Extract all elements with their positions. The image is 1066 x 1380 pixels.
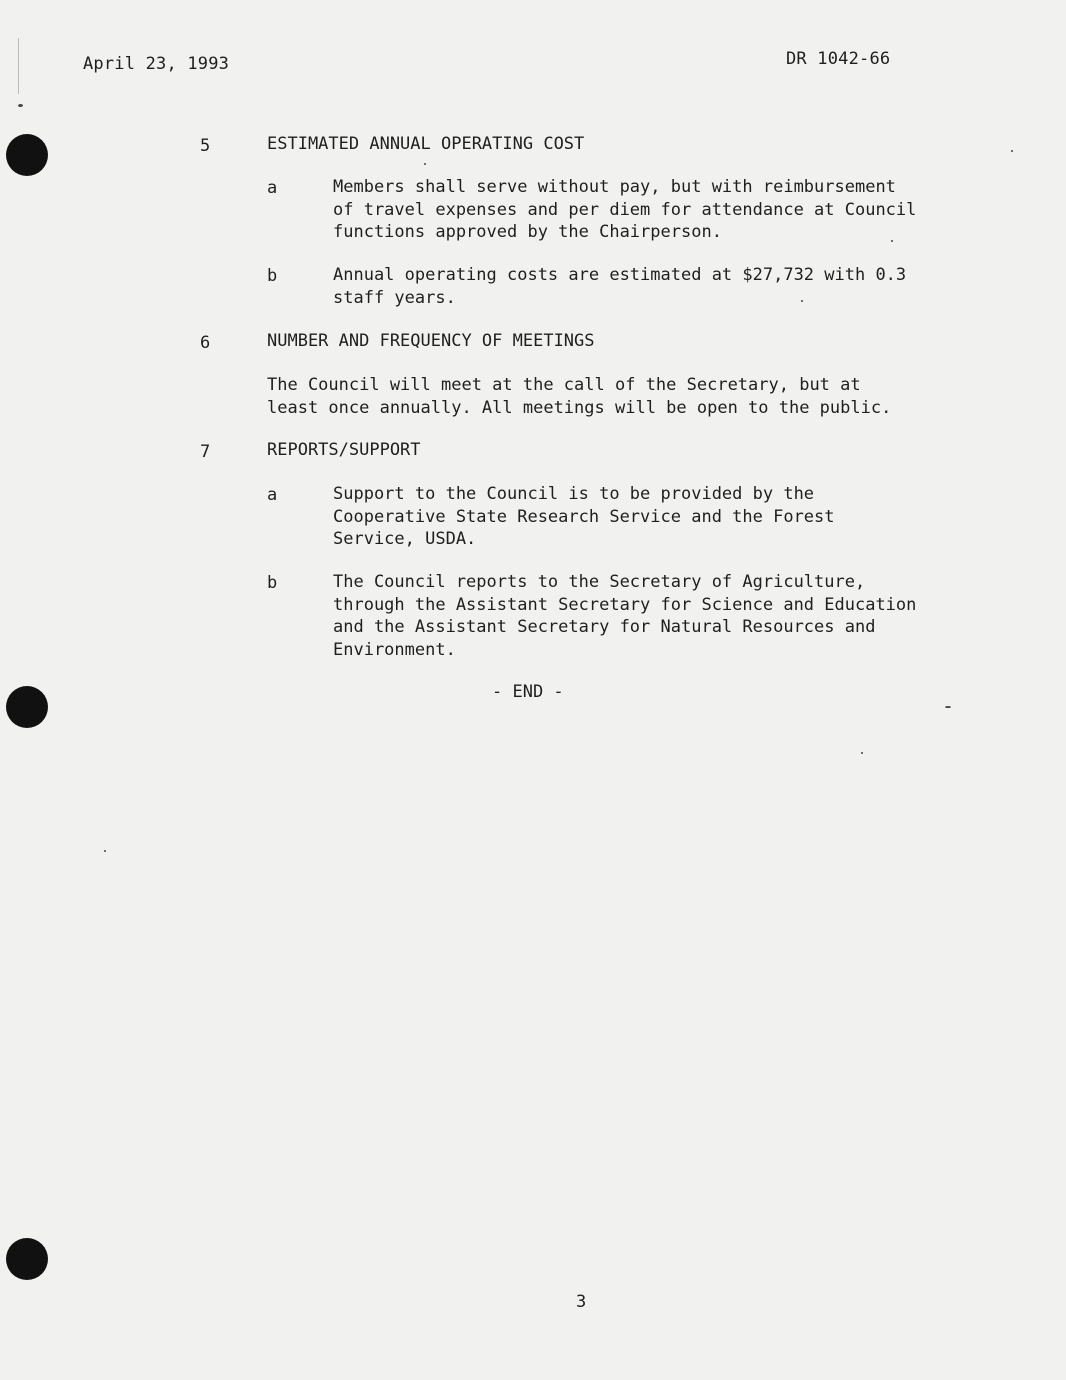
section-number: 6 — [200, 333, 211, 353]
punch-hole-bottom — [6, 1238, 48, 1280]
section-number: 5 — [200, 136, 211, 156]
item-text: Support to the Council is to be provided by the Cooperative State Research Service and the Forest Service, USDA. — [333, 484, 835, 549]
section-body: The Council will meet at the call of the Secretary, but at least once annually. All meetings will be open to the public. — [267, 375, 892, 418]
punch-hole-top — [6, 134, 48, 176]
section-number: 7 — [200, 442, 211, 462]
item-text: Members shall serve without pay, but with reimbursement of travel expenses and per diem for attendance at Council functions approved by the Chairperson. — [333, 177, 917, 242]
section-title: NUMBER AND FREQUENCY OF MEETINGS — [267, 331, 595, 351]
scan-speck — [18, 104, 23, 107]
document-date: April 23, 1993 — [83, 54, 230, 74]
section-title: REPORTS/SUPPORT — [267, 440, 421, 460]
scan-speck — [104, 850, 106, 852]
page-number: 3 — [576, 1292, 587, 1312]
scan-speck — [801, 300, 803, 302]
punch-hole-middle — [6, 686, 48, 728]
document-id: DR 1042-66 — [786, 49, 891, 69]
scan-speck — [1011, 150, 1013, 152]
item-letter: b — [267, 266, 278, 286]
item-letter: a — [267, 178, 278, 198]
item-letter: a — [267, 485, 278, 505]
item-text: Annual operating costs are estimated at $27,732 with 0.3 staff years. — [333, 265, 907, 308]
scan-speck — [891, 240, 893, 242]
scan-speck — [945, 706, 951, 708]
paper-edge-mark — [18, 38, 23, 94]
item-letter: b — [267, 573, 278, 593]
item-text: The Council reports to the Secretary of Agriculture, through the Assistant Secretary for Science and Education and the Assistant Secretary for Natural Resources and Environment. — [333, 572, 917, 660]
scan-speck — [861, 752, 863, 754]
scan-speck — [424, 163, 426, 165]
section-title: ESTIMATED ANNUAL OPERATING COST — [267, 134, 585, 154]
end-marker: - END - — [492, 682, 564, 702]
